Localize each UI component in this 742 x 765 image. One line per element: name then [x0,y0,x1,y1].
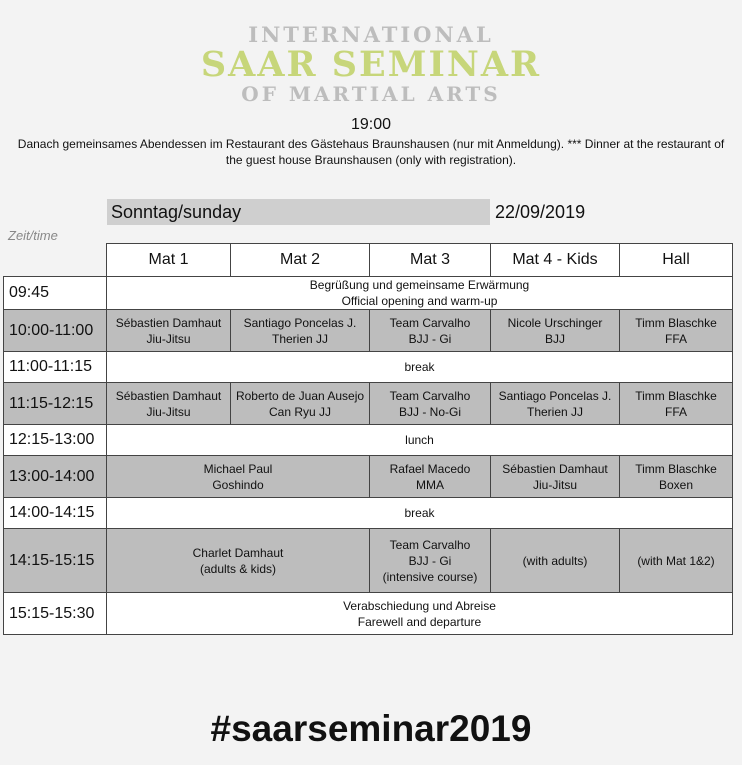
cell-line: BJJ - Gi [408,553,452,568]
session-cell-mat1-2 [107,456,370,498]
session-cell-hall [620,456,733,498]
cell-line: Jiu-Jitsu [146,404,191,419]
schedule-row [4,383,733,425]
cell-line: Therien JJ [526,404,584,419]
session-cell-mat3 [370,529,491,593]
cell-line: FFA [664,404,687,419]
cell-line: Can Ryu JJ [268,404,332,419]
full-width-session [107,352,733,383]
full-width-session [107,277,733,310]
time-slot: 14:15-15:15 [4,529,107,593]
session-cell-mat3 [370,456,491,498]
time-slot: 14:00-14:15 [4,498,107,529]
header-row [4,244,733,277]
cell-line: (with Mat 1&2) [637,553,715,568]
time-slot: 09:45 [4,277,107,310]
time-slot: 11:00-11:15 [4,352,107,383]
cell-line: Sébastien Damhaut [502,461,608,476]
session-cell [231,310,370,352]
hashtag: #saarseminar2019 [210,708,532,749]
cell-line: (intensive course) [382,569,478,584]
day-label: Sonntag/sunday [111,202,242,222]
intro-dinner-note: Danach gemeinsames Abendessen im Restaurant des Gästehaus Braunshausen (nur mit Anmeldung). *** Dinner at the restaurant of the guest house Braunshausen (only with registration). [17,137,725,167]
time-slot: 13:00-14:00 [4,456,107,498]
time-slot: 15:15-15:30 [4,593,107,635]
logo-line-saar-seminar: SAAR SEMINAR [200,44,542,85]
cell-line: Goshindo [212,477,264,492]
cell-line: Sébastien Damhaut [115,388,222,403]
schedule-row [4,456,733,498]
cell-line: Santiago Poncelas J. [243,315,357,330]
session-cell [107,310,231,352]
header-blank [4,244,107,277]
cell-line: Team Carvalho [389,315,471,330]
full-width-session [107,425,733,456]
cell-line: BJJ [544,331,565,346]
schedule-row [4,352,733,383]
cell-line: Timm Blaschke [635,388,717,403]
cell-line: (adults & kids) [199,561,277,576]
session-cell [620,383,733,425]
cell-line: Therien JJ [271,331,329,346]
session-cell-mat4 [491,529,620,593]
session-cell-mat1-2 [107,529,370,593]
schedule-row [4,593,733,635]
cell-line: lunch [405,433,434,447]
cell-line: Roberto de Juan Ausejo [235,388,365,403]
session-cell [491,383,620,425]
cell-line: Nicole Urschinger [507,315,603,330]
time-column-label: Zeit/time [8,228,58,243]
logo-line-international: INTERNATIONAL [248,22,494,47]
schedule-row [4,529,733,593]
column-header: Mat 2 [231,244,370,277]
cell-line: Team Carvalho [389,537,471,552]
cell-line: FFA [664,331,687,346]
time-slot: 11:15-12:15 [4,383,107,425]
schedule-row [4,498,733,529]
session-cell [620,310,733,352]
logo-line-martial-arts: OF MARTIAL ARTS [241,82,501,106]
full-width-session [107,593,733,635]
time-slot: 10:00-11:00 [4,310,107,352]
cell-line: Timm Blaschke [635,315,717,330]
schedule-row [4,277,733,310]
cell-line: Farewell and departure [357,614,482,629]
cell-line: Rafael Macedo [389,461,471,476]
cell-line: MMA [416,477,444,492]
column-header: Mat 1 [107,244,231,277]
full-width-session [107,498,733,529]
session-cell [370,310,491,352]
cell-line: Team Carvalho [389,388,471,403]
cell-line: Jiu-Jitsu [532,477,577,492]
column-header: Mat 3 [370,244,491,277]
session-cell [370,383,491,425]
schedule-table [3,243,733,635]
intro-time: 19:00 [350,116,392,133]
cell-line: Timm Blaschke [635,461,717,476]
cell-line: Michael Paul [203,461,273,476]
schedule-row [4,425,733,456]
schedule-row [4,310,733,352]
session-cell-mat4 [491,456,620,498]
session-cell [107,383,231,425]
cell-line: break [404,360,435,374]
seminar-logo [0,22,742,108]
cell-line: Begrüßung und gemeinsame Erwärmung [309,278,530,292]
time-slot: 12:15-13:00 [4,425,107,456]
cell-line: BJJ - Gi [408,331,452,346]
session-cell-hall [620,529,733,593]
cell-line: (with adults) [522,553,588,568]
cell-line: Charlet Damhaut [192,545,284,560]
cell-line: Sébastien Damhaut [115,315,222,330]
column-header: Mat 4 - Kids [491,244,620,277]
cell-line: Verabschiedung und Abreise [343,598,496,613]
session-cell [491,310,620,352]
cell-line: BJJ - No-Gi [398,404,461,419]
session-cell [231,383,370,425]
cell-line: Boxen [658,477,694,492]
cell-line: Official opening and warm-up [341,294,498,308]
cell-line: Jiu-Jitsu [146,331,191,346]
day-date: 22/09/2019 [495,202,586,222]
column-header: Hall [620,244,733,277]
cell-line: Santiago Poncelas J. [498,388,612,403]
cell-line: break [404,506,435,520]
